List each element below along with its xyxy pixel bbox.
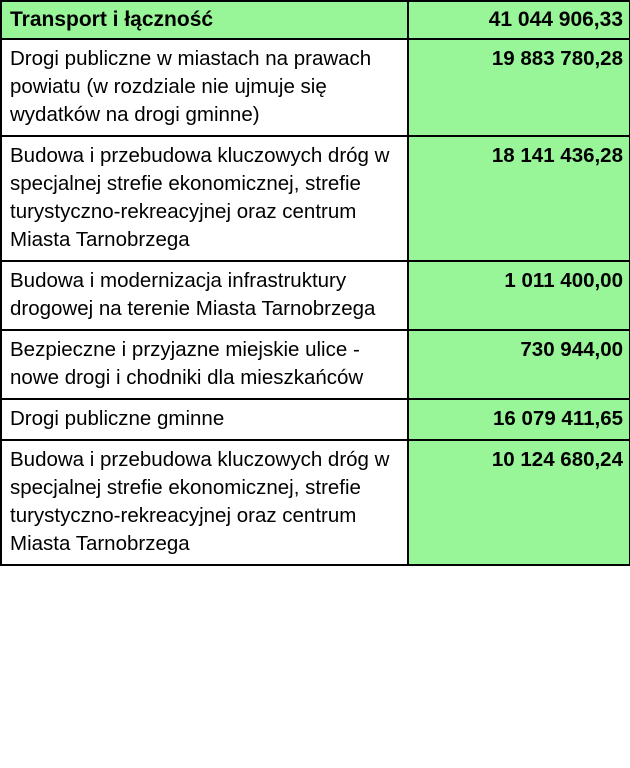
table-row xyxy=(1,261,630,330)
row-label: Budowa i przebudowa kluczowych dróg w specjalnej strefie ekonomicznej, strefie turystyczno-rekreacyjnej oraz centrum Miasta Tarnobrzega xyxy=(1,136,408,261)
row-label: Bezpieczne i przyjazne miejskie ulice - nowe drogi i chodniki dla mieszkańców xyxy=(1,330,408,399)
section-total: 41 044 906,33 xyxy=(408,1,630,39)
row-amount: 19 883 780,28 xyxy=(408,39,630,136)
section-title: Transport i łączność xyxy=(1,1,408,39)
table-row xyxy=(1,330,630,399)
row-amount: 730 944,00 xyxy=(408,330,630,399)
row-label: Drogi publiczne gminne xyxy=(1,399,408,440)
row-amount: 1 011 400,00 xyxy=(408,261,630,330)
table-row xyxy=(1,39,630,136)
row-label: Budowa i przebudowa kluczowych dróg w specjalnej strefie ekonomicznej, strefie turystyczno-rekreacyjnej oraz centrum Miasta Tarnobrzega xyxy=(1,440,408,565)
row-amount: 10 124 680,24 xyxy=(408,440,630,565)
row-amount: 16 079 411,65 xyxy=(408,399,630,440)
row-amount: 18 141 436,28 xyxy=(408,136,630,261)
table-row xyxy=(1,440,630,565)
section-header-row xyxy=(1,1,630,39)
table-row xyxy=(1,399,630,440)
row-label: Drogi publiczne w miastach na prawach powiatu (w rozdziale nie ujmuje się wydatków na drogi gminne) xyxy=(1,39,408,136)
table-row xyxy=(1,136,630,261)
row-label: Budowa i modernizacja infrastruktury drogowej na terenie Miasta Tarnobrzega xyxy=(1,261,408,330)
